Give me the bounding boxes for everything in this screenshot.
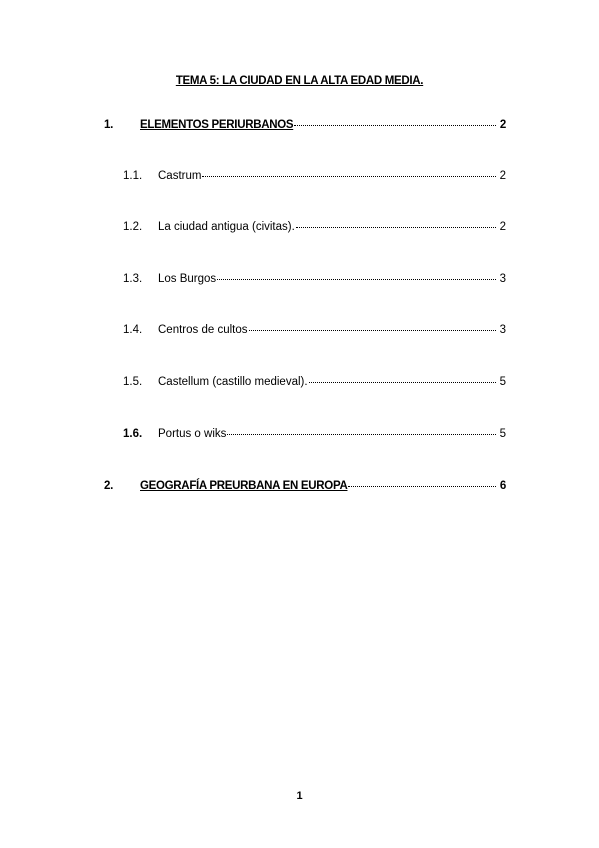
page-number: 1: [296, 790, 303, 802]
toc-leader-dots: [249, 319, 496, 333]
toc-entry-centros-de-cultos[interactable]: [123, 319, 506, 337]
toc-number: 1.3.: [123, 273, 143, 285]
toc-number: 1.4.: [123, 324, 143, 336]
toc-leader-dots: [202, 165, 495, 179]
toc-page-number: 3: [499, 273, 506, 285]
document-title: TEMA 5: LA CIUDAD EN LA ALTA EDAD MEDIA.: [175, 75, 424, 87]
toc-label: Los Burgos: [158, 273, 217, 285]
toc-page-number: 2: [499, 119, 506, 131]
toc-label: ELEMENTOS PERIURBANOS: [140, 119, 294, 131]
toc-number: 2.: [104, 480, 113, 492]
toc-label: Centros de cultos: [158, 324, 248, 336]
toc-label: Castellum (castillo medieval).: [158, 376, 308, 388]
toc-leader-dots: [227, 423, 495, 437]
toc-page-number: 5: [499, 376, 506, 388]
toc-entry-portus-o-wiks[interactable]: [123, 423, 506, 441]
toc-entry-castellum[interactable]: [123, 371, 506, 389]
toc-entry-los-burgos[interactable]: [123, 268, 506, 286]
toc-label: Castrum: [158, 170, 202, 182]
toc-label: Portus o wiks: [158, 428, 227, 440]
toc-leader-dots: [217, 268, 495, 282]
toc-leader-dots: [348, 475, 495, 489]
toc-entry-ciudad-antigua[interactable]: [123, 216, 506, 234]
toc-number: 1.5.: [123, 376, 143, 388]
toc-entry-geografia-preurbana[interactable]: [104, 475, 506, 493]
toc-number: 1.: [104, 119, 113, 131]
toc-leader-dots: [296, 216, 496, 230]
toc-leader-dots: [294, 114, 496, 128]
toc-number: 1.2.: [123, 221, 143, 233]
toc-label: GEOGRAFÍA PREURBANA EN EUROPA: [140, 480, 348, 492]
toc-page-number: 6: [499, 480, 506, 492]
toc-page-number: 3: [499, 324, 506, 336]
toc-number: 1.6.: [123, 428, 143, 440]
toc-page-number: 5: [499, 428, 506, 440]
toc-page-number: 2: [499, 170, 506, 182]
toc-number: 1.1.: [123, 170, 143, 182]
toc-leader-dots: [309, 371, 496, 385]
toc-entry-castrum[interactable]: [123, 165, 506, 183]
toc-label: La ciudad antigua (civitas).: [158, 221, 295, 233]
toc-page-number: 2: [499, 221, 506, 233]
toc-entry-elementos-periurbanos[interactable]: [104, 114, 506, 132]
